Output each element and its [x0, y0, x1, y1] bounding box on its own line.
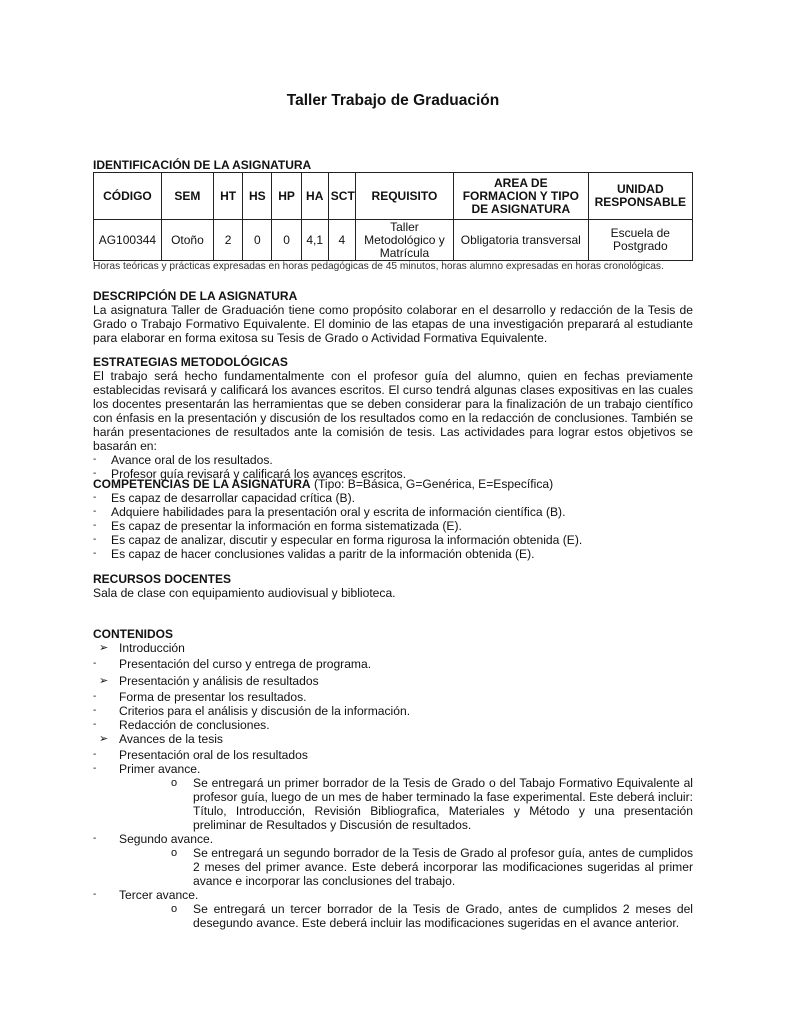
circle-bullet-icon: o — [171, 847, 178, 859]
table-note: Horas teóricas y prácticas expresadas en horas pedagógicas de 45 minutos, horas alumno expresadas en horas cronológicas. — [93, 261, 664, 272]
descripcion-text: La asignatura Taller de Graduación tiene como propósito colaborar en el desarrollo y redacción de la Tesis de Grado o Trabajo Formativo Equivalente. El dominio de las etapas de una investigación preparará al estudiante para elaborar en forma exitosa su Tesis de Grado o Actividad Formativa Equivalente. — [93, 303, 693, 345]
arrow-bullet-icon: ➢ — [99, 733, 109, 745]
sub-list-item-text: Se entregará un tercer borrador de la Tesis de Grado, antes de cumplidos 2 meses del desegundo avance. Este deberá incluir las modificaciones sugeridas en el avance anterior. — [193, 902, 693, 930]
table-cell: Taller Metodológico y Matrícula — [355, 220, 453, 261]
table-header-cell: AREA DE FORMACION Y TIPO DE ASIGNATURA — [454, 173, 589, 220]
table-cell: Obligatoria transversal — [454, 220, 589, 261]
table-cell: 0 — [243, 220, 272, 261]
table-cell: 0 — [272, 220, 301, 261]
list-item-text: Tercer avance. — [119, 888, 199, 902]
list-item — [93, 453, 693, 467]
dash-bullet-icon: - — [93, 889, 97, 900]
table-header-cell: HT — [214, 173, 243, 220]
table-header-cell: CÓDIGO — [94, 173, 162, 220]
list-item-text: Primer avance. — [119, 762, 201, 776]
dash-bullet-icon: - — [93, 691, 97, 702]
table-header-cell: UNIDAD RESPONSABLE — [588, 173, 692, 220]
table-header-cell: HS — [243, 173, 272, 220]
table-header-cell: HA — [301, 173, 328, 220]
list-item — [93, 748, 693, 762]
table-header-cell: SEM — [161, 173, 213, 220]
competencias-type-note: (Tipo: B=Básica, G=Genérica, E=Específica) — [313, 477, 554, 491]
list-item-text: Es capaz de desarrollar capacidad crítica (B). — [111, 491, 356, 505]
table-cell: 2 — [214, 220, 243, 261]
identificacion-section — [93, 158, 693, 273]
contenidos-heading: CONTENIDOS — [93, 627, 174, 641]
list-item — [93, 888, 693, 902]
arrow-bullet-icon: ➢ — [99, 675, 109, 687]
descripcion-section — [93, 289, 693, 345]
dash-bullet-icon: - — [93, 468, 97, 479]
estrategias-section — [93, 355, 693, 481]
table-header-cell: REQUISITO — [355, 173, 453, 220]
list-item-text: Es capaz de presentar la información en forma sistematizada (E). — [111, 519, 462, 533]
sub-list-item — [171, 776, 693, 832]
competencias-section — [93, 477, 693, 561]
list-item — [93, 657, 693, 671]
identificacion-table — [93, 172, 693, 261]
list-item-text: Presentación del curso y entrega de programa. — [119, 657, 372, 671]
list-item — [93, 832, 693, 846]
recursos-heading: RECURSOS DOCENTES — [93, 572, 232, 586]
table-cell: AG100344 — [94, 220, 162, 261]
table-cell: 4,1 — [301, 220, 328, 261]
descripcion-heading: DESCRIPCIÓN DE LA ASIGNATURA — [93, 289, 298, 303]
recursos-section — [93, 572, 693, 600]
dash-bullet-icon: - — [93, 719, 97, 730]
list-item-text: Introducción — [119, 641, 185, 655]
list-item-text: Avances de la tesis — [119, 732, 223, 746]
dash-bullet-icon: - — [93, 705, 97, 716]
list-item-text: Adquiere habilidades para la presentación oral y escrita de información científica (B). — [111, 505, 566, 519]
list-item — [93, 491, 693, 505]
list-item — [93, 547, 693, 561]
list-item-text: Es capaz de analizar, discutir y especular en forma rigurosa la información obtenida (E). — [111, 533, 583, 547]
list-item-text: Avance oral de los resultados. — [111, 453, 273, 467]
recursos-text: Sala de clase con equipamiento audiovisual y biblioteca. — [93, 586, 396, 600]
list-item — [93, 704, 693, 718]
dash-bullet-icon: - — [93, 492, 97, 503]
dash-bullet-icon: - — [93, 506, 97, 517]
list-item-text: Forma de presentar los resultados. — [119, 690, 307, 704]
sub-list-item-text: Se entregará un primer borrador de la Tesis de Grado o del Tabajo Formativo Equivalente al profesor guía, luego de un mes de haber terminado la fase experimental. Este deberá incluir: Título, Introducción, Revisión Bibliografica, Materiales y Método y una presentación preliminar de Resultados y Discusión de resultados. — [193, 776, 693, 832]
circle-bullet-icon: o — [171, 777, 178, 789]
list-item-text: Segundo avance. — [119, 832, 214, 846]
table-header-cell: SCT — [328, 173, 355, 220]
table-cell: 4 — [328, 220, 355, 261]
list-item — [93, 674, 693, 688]
arrow-bullet-icon: ➢ — [99, 642, 109, 654]
list-item — [93, 690, 693, 704]
sub-list-item — [171, 902, 693, 930]
table-cell: Otoño — [161, 220, 213, 261]
contenidos-section — [93, 627, 693, 930]
identificacion-heading: IDENTIFICACIÓN DE LA ASIGNATURA — [93, 158, 312, 172]
list-item-text: Criterios para el análisis y discusión de la información. — [119, 704, 411, 718]
estrategias-heading: ESTRATEGIAS METODOLÓGICAS — [93, 355, 288, 369]
list-item — [93, 718, 693, 732]
estrategias-text: El trabajo será hecho fundamentalmente con el profesor guía del alumno, quien en fechas previamente establecidas revisará y calificará los avances escritos. El curso tendrá algunas clases expositivas en las cuales los docentes presentarán las herramientas que se deben considerar para la finalización de un trabajo científico con énfasis en la presentación y discusión de los resultados como en la redacción de conclusiones. También se harán presentaciones de resultados ante la comisión de tesis. Las actividades para lograr estos objetivos se basarán en: — [93, 369, 693, 453]
list-item — [93, 762, 693, 776]
list-item-text: Profesor guía revisará y calificará los avances escritos. — [111, 467, 407, 481]
dash-bullet-icon: - — [93, 534, 97, 545]
table-header-cell: HP — [272, 173, 301, 220]
dash-bullet-icon: - — [93, 749, 97, 760]
list-item-text: Presentación y análisis de resultados — [119, 674, 319, 688]
list-item-text: Presentación oral de los resultados — [119, 748, 308, 762]
dash-bullet-icon: - — [93, 520, 97, 531]
sub-list-item — [171, 846, 693, 888]
circle-bullet-icon: o — [171, 903, 178, 915]
table-row — [94, 220, 693, 261]
list-item-text: Redacción de conclusiones. — [119, 718, 270, 732]
table-cell: Escuela de Postgrado — [588, 220, 692, 261]
dash-bullet-icon: - — [93, 548, 97, 559]
dash-bullet-icon: - — [93, 763, 97, 774]
dash-bullet-icon: - — [93, 454, 97, 465]
list-item — [93, 732, 693, 746]
list-item — [93, 641, 693, 655]
list-item — [93, 533, 693, 547]
list-item-text: Es capaz de hacer conclusiones validas a paritr de la información obtenida (E). — [111, 547, 535, 561]
table-header-row — [94, 173, 693, 220]
page-title: Taller Trabajo de Graduación — [286, 92, 500, 109]
dash-bullet-icon: - — [93, 658, 97, 669]
dash-bullet-icon: - — [93, 833, 97, 844]
sub-list-item-text: Se entregará un segundo borrador de la Tesis de Grado al profesor guía, antes de cumplidos 2 meses del primer avance. Este deberá incorporar las modificaciones sugeridas al primer avance e incorporar las conclusiones del trabajo. — [193, 846, 693, 888]
list-item — [93, 519, 693, 533]
list-item — [93, 505, 693, 519]
competencias-heading: COMPETENCIAS DE LA ASIGNATURA — [93, 477, 311, 491]
